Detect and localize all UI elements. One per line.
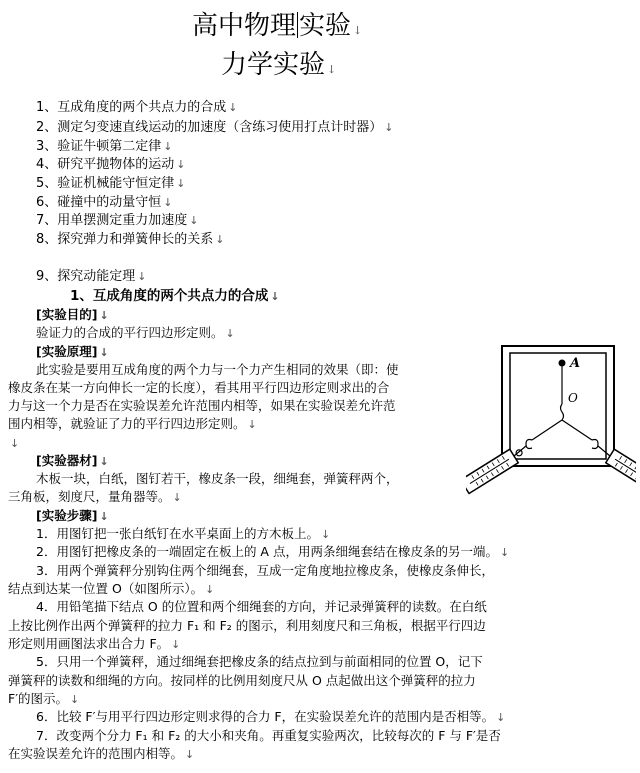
section-title: 1、互成角度的两个共点力的合成 ↓ bbox=[70, 288, 280, 304]
principle-label: [实验原理] ↓ bbox=[36, 344, 109, 359]
document-subtitle bbox=[221, 52, 336, 78]
toc-item: 6、碰撞中的动量守恒 ↓ bbox=[36, 195, 173, 210]
principle-line: 此实验是要用互成角度的两个力与一个力产生相同的效果（即：使 bbox=[36, 362, 399, 377]
label-o: O bbox=[568, 391, 578, 405]
step-line: 6．比较 F′与用平行四边形定则求得的合力 F，在实验误差允许的范围内是否相等。 ↓ bbox=[36, 709, 506, 724]
step-line: 2．用图钉把橡皮条的一端固定在板上的 A 点，用两条细绳套结在橡皮条的另一端。 ↓ bbox=[36, 544, 510, 559]
toc-item: 3、验证牛顿第二定律 ↓ bbox=[36, 139, 173, 154]
experiment-figure bbox=[466, 344, 636, 496]
step-line: 7．改变两个分力 F₁ 和 F₂ 的大小和夹角。再重复实验两次，比较每次的 F 与 F′是否 bbox=[36, 728, 501, 743]
toc-item: 9、探究动能定理 ↓ bbox=[36, 269, 147, 284]
empty-paragraph: ↓ bbox=[10, 437, 20, 450]
toc-item: 2、测定匀变速直线运动的加速度（含练习使用打点计时器） ↓ bbox=[36, 120, 394, 135]
paragraph-mark-icon: ↓ bbox=[353, 24, 363, 37]
equipment-label: [实验器材] ↓ bbox=[36, 453, 109, 468]
step-line: 1．用图钉把一张白纸钉在水平桌面上的方木板上。 ↓ bbox=[36, 526, 331, 541]
spring-scale-right bbox=[606, 449, 636, 488]
purpose-label: [实验目的] ↓ bbox=[36, 307, 109, 322]
toc-item: 7、用单摆测定重力加速度 ↓ bbox=[36, 213, 199, 228]
purpose-text: 验证力的合成的平行四边形定则。 ↓ bbox=[36, 325, 235, 340]
step-line: F′的图示。 ↓ bbox=[8, 691, 80, 706]
title-part-1: 高中物理 bbox=[192, 11, 297, 41]
toc-item: 4、研究平抛物体的运动 ↓ bbox=[36, 157, 186, 172]
principle-line: 力与这一个力是否在实验误差允许范围内相等，如果在实验误差允许范 bbox=[8, 398, 396, 413]
document-title bbox=[192, 12, 362, 39]
step-line: 5．只用一个弹簧秤，通过细绳套把橡皮条的结点拉到与前面相同的位置 O，记下 bbox=[36, 654, 483, 669]
steps-label: [实验步骤] ↓ bbox=[36, 508, 109, 523]
principle-line: 橡皮条在某一方向伸长一定的长度），看其用平行四边形定则求出的合 bbox=[8, 380, 390, 395]
step-line: 结点到达某一位置 O（如图所示）。 ↓ bbox=[8, 581, 215, 596]
paragraph-mark-icon: ↓ bbox=[327, 63, 337, 76]
step-line: 形定则用画图法求出合力 F。 ↓ bbox=[8, 636, 181, 651]
step-line: 在实验误差允许的范围内相等。 ↓ bbox=[8, 746, 195, 761]
subtitle-text: 力学实验 bbox=[221, 50, 326, 80]
toc-item: 8、探究弹力和弹簧伸长的关系 ↓ bbox=[36, 232, 225, 247]
step-line: 弹簧秤的读数和细绳的方向。按同样的比例用刻度尺从 O 点起做出这个弹簧秤的拉力 bbox=[8, 673, 476, 688]
text-cursor bbox=[297, 12, 298, 38]
principle-line: 围内相等，就验证了力的平行四边形定则。 ↓ bbox=[8, 416, 257, 431]
step-line: 4．用铅笔描下结点 O 的位置和两个细绳套的方向，并记录弹簧秤的读数。在白纸 bbox=[36, 599, 487, 614]
equipment-line: 三角板，刻度尺，量角器等。 ↓ bbox=[8, 489, 182, 504]
toc-item: 1、互成角度的两个共点力的合成 ↓ bbox=[36, 100, 238, 115]
title-part-2: 实验 bbox=[299, 11, 352, 41]
label-a: A bbox=[570, 356, 581, 371]
toc-item: 5、验证机械能守恒定律 ↓ bbox=[36, 176, 186, 191]
step-line: 上按比例作出两个弹簧秤的拉力 F₁ 和 F₂ 的图示，利用刻度尺和三角板，根据平行四边 bbox=[8, 618, 486, 633]
spring-scale-left bbox=[466, 444, 526, 493]
step-line: 3．用两个弹簧秤分别钩住两个细绳套，互成一定角度地拉橡皮条，使橡皮条伸长， bbox=[36, 563, 494, 578]
pin-a bbox=[559, 360, 566, 367]
equipment-line: 木板一块，白纸，图钉若干，橡皮条一段，细绳套，弹簧秤两个， bbox=[36, 471, 399, 486]
